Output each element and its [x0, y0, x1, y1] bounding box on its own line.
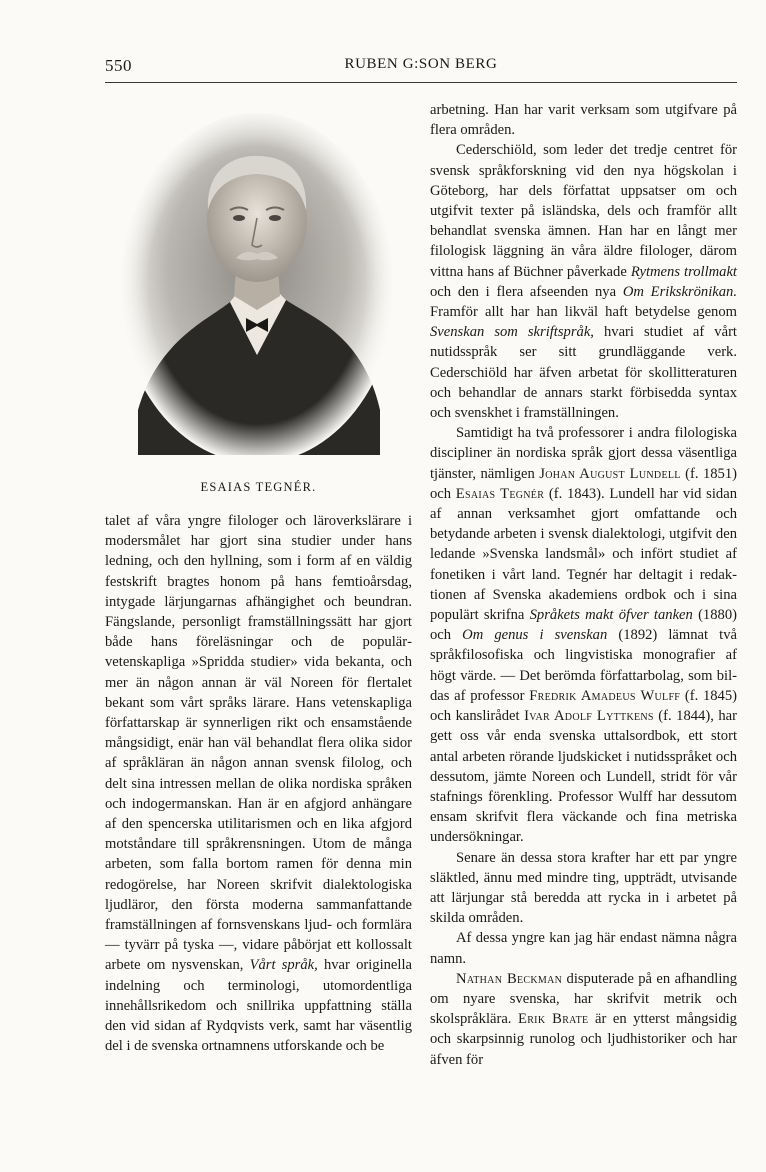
- person-name: Ivar Adolf Lyttkens: [524, 708, 654, 725]
- book-title: Rytmens trollmakt: [630, 263, 737, 280]
- running-title: RUBEN G:SON BERG: [344, 56, 498, 72]
- text-run: (f. 1851) och: [430, 465, 738, 502]
- book-title: Svenskan som skriftspråk,: [430, 324, 594, 341]
- text-run: Cederschiöld, som leder det tredje centret för svensk språkforskning vid den nya högskolan i Göteborg, har dels författat uppsatser om och utgifvit texter på isländska, dels och framför allt behandlat svenska ämnen. Han har en långt mer filologisk läggning än våra äldre filologer, därom vittna hans af Büchner påverkade: [430, 142, 737, 280]
- right-column: [430, 100, 737, 1070]
- person-name: Erik Brate: [518, 1011, 589, 1028]
- text-run: (f. 1843). Lundell har vid sidan af annan verksamhet gjort omfattande och betydande arbeten i svensk dialektologi, utgifvit den ledande »Svenska landsmål» och infört studiet af fonetiken i vårt land. Tegnér har deltagit i redaktionen af Svenska akademiens ordbok och i sina populärt skrifna: [430, 485, 737, 624]
- text-run: är en ytterst mångsidig och skarpsinnig runolog och ljudhistoriker och har äfven för: [430, 1011, 737, 1068]
- right-paragraph-4: Af dessa yngre kan jag här endast nämna några namn.: [430, 930, 737, 967]
- portrait-photo: [118, 110, 396, 465]
- book-title: Om Erikskrönikan.: [622, 283, 738, 300]
- text-run: talet af våra yngre filologer och läroverkslärare i modersmålet har gjort sina studier under hans ledning, och den hyllning, som i form af en väldig festskrift bragtes honom på hans femtioårsdag, intygade lärjungarnas afhängighet och beundran. Fängslande, personligt framställningssätt har gjort både hans föreläsningar och de populärvetenskapliga »Spridda studier» vida bekanta, och mer än någon annan är väl Noreen för flertalet bekant som vårt språks lärare. Hans vetenskapliga författarskap är synnerligen rikt och ensamstående mångsidigt, enär han väl behandlat flera olika sidor af språkläran än någon annan svensk filolog, och delt sina intressen mellan de olika nordiska språken och indogermanskan. Han är en afgjord anhängare af den spencerska utilitarismen och en lika afgjord motståndare till språkrensningen. Utom de många arbeten, som falla bortom ramen för denna min redogörelse, har Noreen skrifvit dialektologiska ljudläror, den första moderna sammanfattande framställningen af fornsvenskans ljud- och formlära — tyvärr på tyska —, vidare påbörjat ett kollossalt arbete om nysvenskan,: [105, 513, 412, 974]
- header-rule: [105, 82, 737, 83]
- right-paragraph-2: [430, 423, 737, 847]
- text-run: (f. 1844), har gett oss vår enda svenska uttalsordbok, ett stort antal arbeten rörande ljudskicket i nutidsspråket och dessutom, jämte Noreen och Lundell, stridt för vår stafnings förenkling. Professor Wulff har dessutom ensam skrifvit flera väckande och fina metriska undersökningar.: [430, 708, 737, 846]
- text-run: (f. 1845) och kanslirådet: [430, 687, 737, 725]
- right-paragraph-3: Senare än dessa stora krafter har ett par yngre släktled, ännu med mindre ting, uppträdt, utvisande att lärjungar stå beredda att rycka in i arbetet på skilda områden.: [430, 849, 737, 927]
- text-run: Framför allt har han likväl haft betydelse genom: [430, 304, 737, 321]
- person-name: Nathan Beckman: [456, 970, 563, 987]
- person-name: Fredrik Amadeus Wulff: [529, 687, 681, 704]
- person-name: Johan August Lundell: [539, 465, 681, 482]
- right-paragraph-1: [430, 140, 737, 423]
- right-paragraph-5: [430, 969, 737, 1070]
- book-title: Om genus i svenskan: [462, 627, 608, 644]
- right-paragraph-0: arbetning. Han har varit verksam som utgifvare på flera områden.: [430, 102, 737, 139]
- portrait-caption: ESAIAS TEGNÉR.: [200, 480, 317, 494]
- person-name: Esaias Tegnér: [455, 485, 545, 502]
- text-run: och den i flera afseenden nya: [430, 283, 623, 300]
- portrait-illustration: [118, 110, 396, 465]
- text-run: disputerade på en afhandling om nyare svenska, har skrifvit metrik och skolspråklära.: [430, 970, 737, 1028]
- left-column: [105, 511, 412, 1056]
- text-run: (1892) lämnat två språkfilosofiska och lingvistiska monografier af högt värde. — Det berömda författarbolag, som bildas af professor: [430, 627, 737, 704]
- text-run: hvari studiet af vårt nutidsspråk ser sitt grundläggande verk. Cederschiöld har äfven arbetat för skollitteraturen och behandlar de annars starkt förbisedda syntax och svenskhet i framställningen.: [430, 324, 737, 422]
- left-paragraph: [105, 511, 412, 1056]
- text-run: (1880) och: [430, 607, 737, 644]
- page-number: 550: [105, 56, 132, 75]
- page-header: [105, 56, 737, 82]
- book-title: Vårt språk,: [249, 957, 318, 974]
- book-title: Språkets makt öfver tanken: [529, 607, 693, 624]
- text-run: Samtidigt ha två professorer i andra filologiska discipliner än nordiska språk gjort dessa väsentliga tjänster, nämligen: [430, 425, 737, 482]
- text-run: hvar originella indelning och terminologi, utomordentliga innehållsrikedom och snillrika uppfattning ställa den vid sidan af Rydqvists verk, samt har väsentlig del i de svenska ortnamnens utforskande och be: [105, 957, 412, 1055]
